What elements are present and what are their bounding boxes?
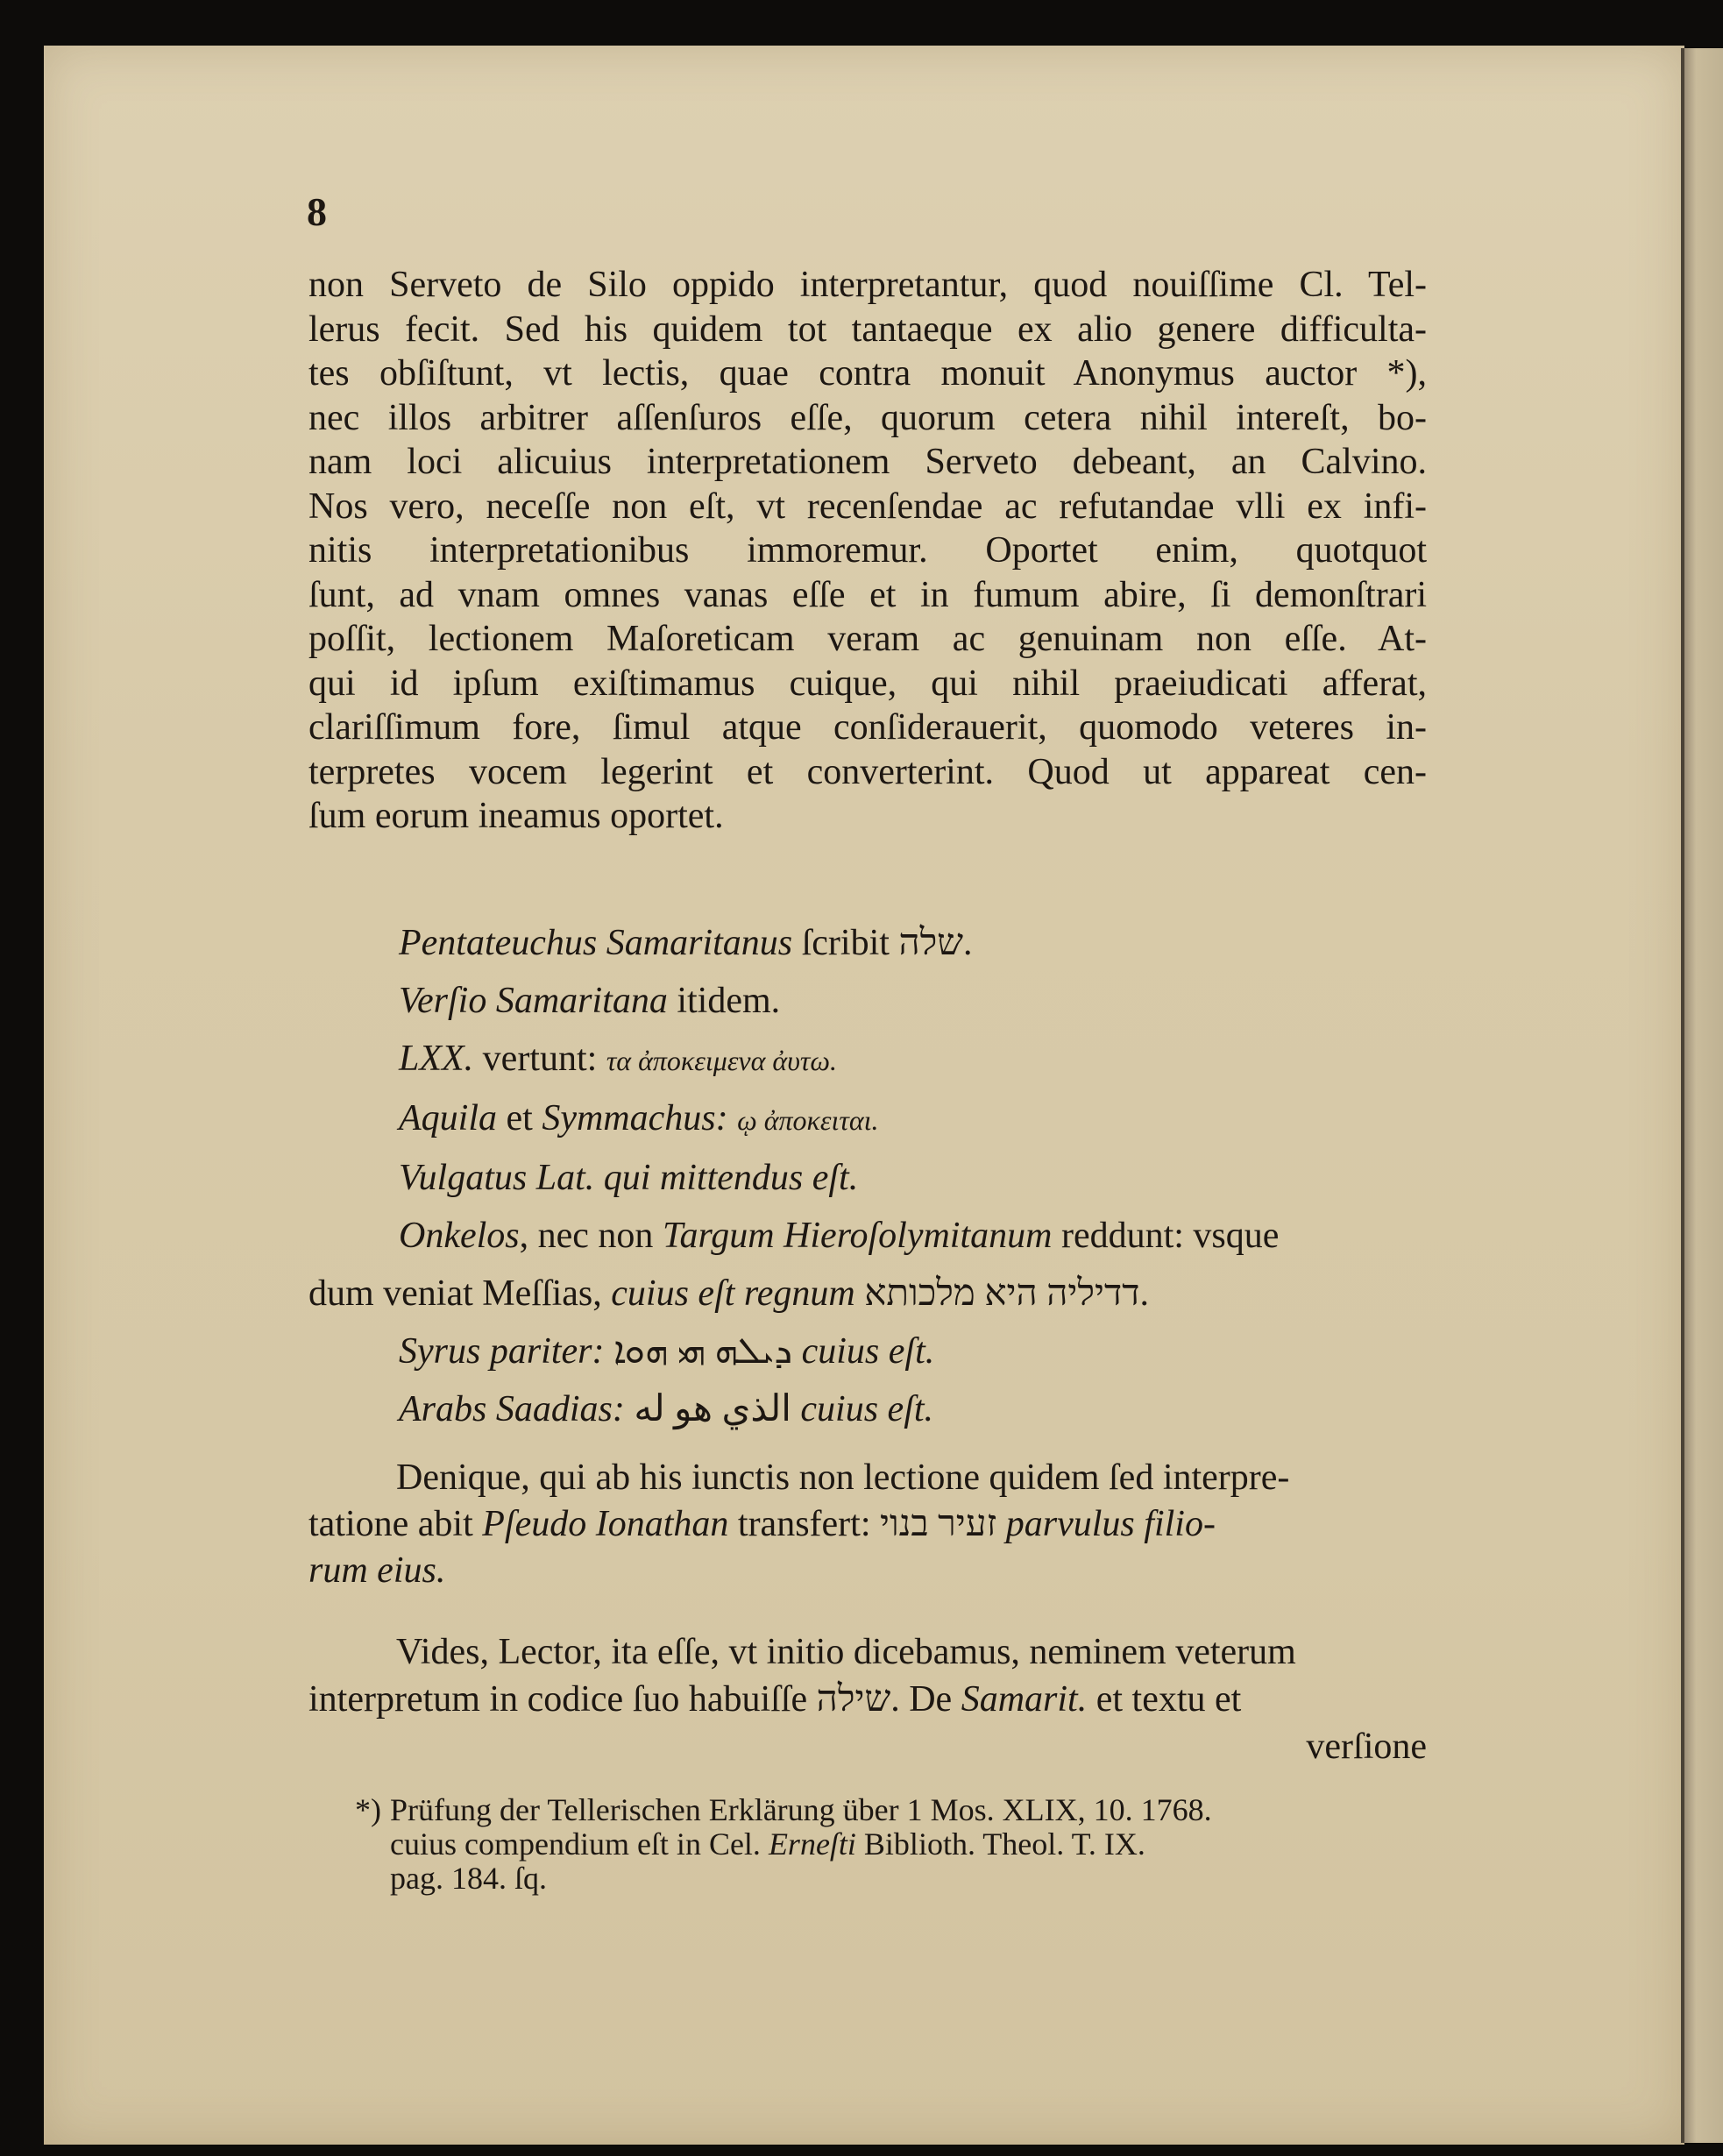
- greek-phrase: ῳ ἀποκειται.: [737, 1104, 879, 1136]
- footnote-mark: *): [355, 1792, 381, 1827]
- paragraph-text: interpretum in codice ſuo habuiſſe: [308, 1679, 808, 1720]
- citation-aquila-symmachus: [399, 1089, 1433, 1149]
- footnote-text: cuius compendium eſt in Cel.: [390, 1826, 761, 1862]
- hebrew-word: שלה.: [898, 923, 973, 963]
- citation-text: ſcribit: [801, 923, 890, 963]
- catchword: verſione: [1306, 1727, 1427, 1767]
- paragraph-line: nitis interpretationibus immoremur. Oportet enim, quotquot: [308, 530, 1427, 571]
- footnote-line: Prüfung der Tellerischen Erklärung über 1 Mos. XLIX, 10. 1768.: [390, 1792, 1212, 1827]
- vides-paragraph: [308, 1628, 1427, 1770]
- hebrew-word: שילה.: [816, 1679, 900, 1720]
- citation-name: Pentateuchus Samaritanus: [399, 923, 793, 963]
- footnote: [355, 1792, 1424, 1896]
- citation-vulgate: [399, 1149, 1433, 1207]
- citation-name: Targum Hieroſolymitanum: [662, 1216, 1053, 1256]
- next-page-edge: [1684, 48, 1723, 2143]
- syriac-phrase: ܕܝܠܗ ܗܝ ܗܘܐ: [613, 1331, 793, 1372]
- footnote-text: Erneſti: [768, 1826, 856, 1862]
- citation-onkelos: [399, 1207, 1433, 1265]
- citation-arabs-saadias: [399, 1380, 1433, 1438]
- citation-text: cuius eſt.: [800, 1389, 934, 1429]
- citation-text: itidem.: [677, 981, 781, 1021]
- page-number: 8: [307, 189, 327, 234]
- paragraph-line: rum eius.: [308, 1550, 446, 1591]
- paragraph-line: clariſſimum fore, ſimul atque conſiderauerit, quomodo veteres in-: [308, 707, 1427, 748]
- footnote-line: [390, 1827, 1424, 1862]
- citation-text: reddunt: vsque: [1060, 1216, 1280, 1256]
- paragraph-line: terpretes vocem legerint et converterint. Quod ut appareat cen-: [308, 751, 1427, 792]
- hebrew-phrase: דדיליה היא מלכותא.: [864, 1273, 1149, 1314]
- citation-list: [308, 914, 1433, 1438]
- paragraph-line: ſum eorum ineamus oportet.: [308, 796, 724, 836]
- paragraph-text: transfert:: [737, 1504, 871, 1544]
- paragraph-text: De: [909, 1679, 953, 1720]
- citation-text: cuius eſt regnum: [611, 1273, 855, 1314]
- main-paragraph: [308, 263, 1427, 839]
- paragraph-text: tatione abit: [308, 1504, 473, 1544]
- citation-name: Arabs Saadias:: [399, 1389, 625, 1429]
- paragraph-line: nam loci alicuius interpretationem Serveto debeant, an Calvino.: [308, 442, 1427, 482]
- citation-name: Vulgatus Lat.: [399, 1158, 595, 1198]
- paragraph-line: non Serveto de Silo oppido interpretantur, quod nouiſſime Cl. Tel-: [308, 265, 1427, 305]
- citation-text: cuius eſt.: [801, 1331, 935, 1372]
- paragraph-line: lerus fecit. Sed his quidem tot tantaeque ex alio genere difficulta-: [308, 309, 1427, 350]
- paragraph-line: Nos vero, neceſſe non eſt, vt recenſendae ac refutandae vlli ex infi-: [308, 486, 1427, 527]
- citation-samaritan-pentateuch: [399, 914, 1433, 972]
- paragraph-line: nec illos arbitrer aſſenſuros eſſe, quorum cetera nihil intereſt, bo-: [308, 397, 1427, 438]
- paragraph-text: Samarit.: [961, 1679, 1088, 1720]
- citation-text: vertunt:: [482, 1039, 598, 1079]
- citation-name: Verſio Samaritana: [399, 981, 668, 1021]
- paragraph-line: Denique, qui ab his iunctis non lectione quidem ſed interpre-: [396, 1457, 1290, 1498]
- paragraph-line: poſſit, lectionem Maſoreticam veram ac genuinam non eſſe. At-: [308, 619, 1427, 659]
- citation-name: Aquila: [399, 1098, 497, 1138]
- citation-text: , nec non: [519, 1216, 654, 1256]
- citation-onkelos-continued: [308, 1265, 1433, 1323]
- denique-paragraph: [308, 1455, 1427, 1594]
- citation-text: qui mittendus eſt.: [603, 1158, 859, 1198]
- footnote-line: pag. 184. ſq.: [390, 1861, 547, 1896]
- citation-text: et: [506, 1098, 533, 1138]
- citation-syrus: [399, 1323, 1433, 1380]
- paragraph-line: tes obſiſtunt, vt lectis, quae contra monuit Anonymus auctor *),: [308, 353, 1427, 394]
- paragraph-text: parvulus filio-: [1005, 1504, 1216, 1544]
- arabic-phrase: الذي هو له: [634, 1389, 791, 1429]
- greek-phrase: τα ἀποκειμενα ἀυτω.: [606, 1045, 837, 1076]
- citation-lxx: [399, 1030, 1433, 1089]
- citation-name: Onkelos: [399, 1216, 520, 1256]
- hebrew-phrase: זעיר בנוי: [880, 1504, 997, 1544]
- citation-samaritan-version: [399, 972, 1433, 1030]
- paragraph-line: ſunt, ad vnam omnes vanas eſſe et in fumum abire, ſi demonſtrari: [308, 574, 1427, 615]
- paragraph-line: Vides, Lector, ita eſſe, vt initio dicebamus, neminem veterum: [396, 1632, 1296, 1672]
- paragraph-text: Pſeudo Ionathan: [482, 1504, 729, 1544]
- paragraph-text: et textu et: [1095, 1679, 1242, 1720]
- citation-name: Syrus pariter:: [399, 1331, 605, 1372]
- citation-name: Symmachus:: [542, 1098, 728, 1138]
- citation-text: dum veniat Meſſias,: [308, 1273, 602, 1314]
- citation-name: LXX.: [399, 1039, 474, 1079]
- paragraph-line: qui id ipſum exiſtimamus cuique, qui nihil praeiudicati afferat,: [308, 663, 1427, 704]
- footnote-text: Biblioth. Theol. T. IX.: [863, 1826, 1145, 1862]
